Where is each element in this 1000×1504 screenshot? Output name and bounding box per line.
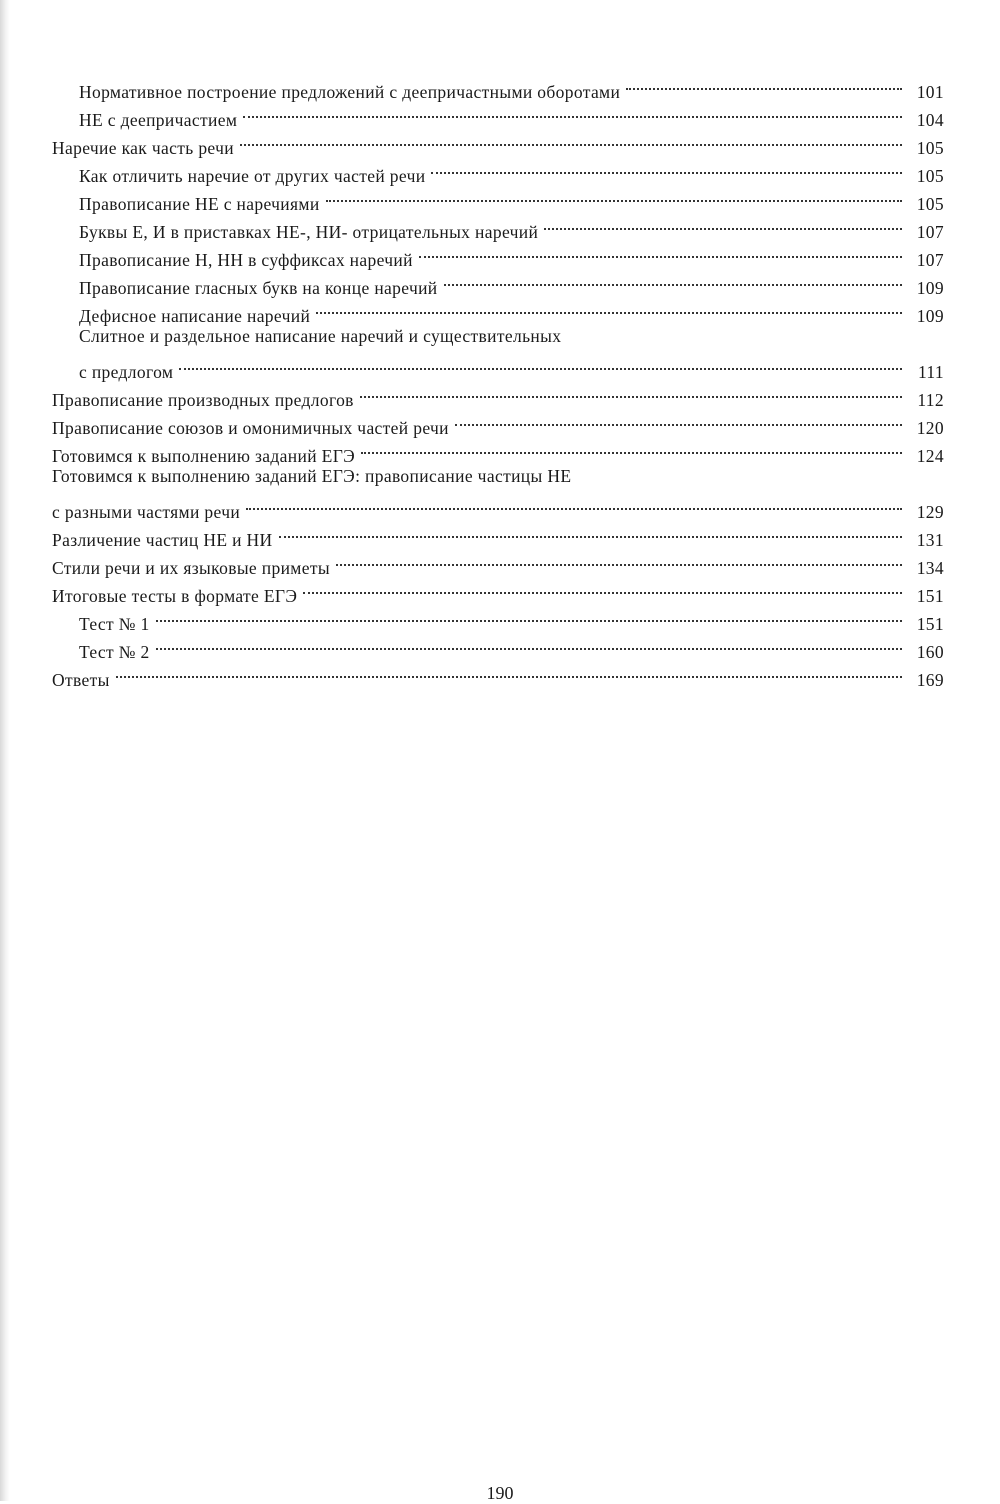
dot-leader bbox=[419, 238, 902, 266]
dot-leader bbox=[360, 378, 902, 406]
toc-entry-title: Правописание производных предлогов bbox=[52, 390, 354, 410]
toc-entry-continuation[interactable] bbox=[52, 350, 944, 382]
toc-entry-title: Правописание Н, НН в суффиксах наречий bbox=[79, 250, 413, 270]
toc-entry-title: НЕ с деепричастием bbox=[79, 110, 238, 130]
toc-entry-page: 169 bbox=[916, 670, 944, 690]
dot-leader bbox=[316, 294, 902, 322]
dot-leader bbox=[626, 70, 902, 98]
toc-entry-page: 124 bbox=[916, 446, 944, 466]
toc-entry[interactable] bbox=[52, 630, 944, 662]
toc-entry[interactable] bbox=[52, 70, 944, 102]
dot-leader bbox=[246, 490, 902, 518]
toc-entry-first-line[interactable] bbox=[52, 462, 944, 490]
toc-entry-title: Как отличить наречие от других частей речи bbox=[79, 166, 426, 186]
toc-entry-page: 105 bbox=[916, 194, 944, 214]
toc-entry-title: Ответы bbox=[52, 670, 110, 690]
toc-entry-title: Слитное и раздельное написание наречий и существительных bbox=[79, 326, 562, 346]
toc-entry-page: 120 bbox=[916, 418, 944, 438]
table-of-contents bbox=[52, 70, 944, 690]
toc-entry-title: Готовимся к выполнению заданий ЕГЭ: правописание частицы НЕ bbox=[52, 466, 572, 486]
toc-entry-page: 109 bbox=[916, 278, 944, 298]
toc-entry-title-continuation: с разными частями речи bbox=[52, 502, 241, 522]
dot-leader bbox=[279, 518, 902, 546]
page-number: 190 bbox=[486, 1483, 514, 1503]
toc-entry-page: 105 bbox=[916, 166, 944, 186]
dot-leader bbox=[544, 210, 902, 238]
toc-entry-page: 107 bbox=[916, 222, 944, 242]
toc-entry-title: Тест № 1 bbox=[79, 614, 150, 634]
toc-entry-title: Итоговые тесты в формате ЕГЭ bbox=[52, 586, 298, 606]
toc-entry-page: 105 bbox=[916, 138, 944, 158]
toc-entry-title: Дефисное написание наречий bbox=[79, 306, 311, 326]
toc-entry-title: Готовимся к выполнению заданий ЕГЭ bbox=[52, 446, 356, 466]
toc-entry-page: 112 bbox=[917, 390, 944, 410]
toc-entry-title: Тест № 2 bbox=[79, 642, 150, 662]
toc-entry-page: 151 bbox=[916, 586, 944, 606]
dot-leader bbox=[243, 98, 902, 126]
toc-entry-title: Различение частиц НЕ и НИ bbox=[52, 530, 273, 550]
dot-leader bbox=[240, 126, 902, 154]
toc-entry-title: Буквы Е, И в приставках НЕ-, НИ- отрицательных наречий bbox=[79, 222, 539, 242]
toc-entry-page: 107 bbox=[916, 250, 944, 270]
toc-entry-title: Нормативное построение предложений с деепричастными оборотами bbox=[79, 82, 621, 102]
scan-edge-shadow bbox=[0, 0, 10, 1501]
toc-entry-page: 134 bbox=[916, 558, 944, 578]
toc-entry-title-continuation: с предлогом bbox=[79, 362, 174, 382]
toc-entry-page: 160 bbox=[916, 642, 944, 662]
toc-entry-page: 111 bbox=[917, 362, 944, 382]
toc-entry-page: 151 bbox=[916, 614, 944, 634]
dot-leader bbox=[303, 574, 902, 602]
toc-entry-page: 129 bbox=[916, 502, 944, 522]
toc-entry-title: Правописание союзов и омонимичных частей речи bbox=[52, 418, 449, 438]
dot-leader bbox=[431, 154, 902, 182]
dot-leader bbox=[336, 546, 902, 574]
toc-entry-page: 109 bbox=[916, 306, 944, 326]
dot-leader bbox=[326, 182, 902, 210]
toc-entry[interactable] bbox=[52, 378, 944, 410]
dot-leader bbox=[179, 350, 902, 378]
toc-entry[interactable] bbox=[52, 658, 944, 690]
toc-entry-page: 131 bbox=[916, 530, 944, 550]
toc-entry-title: Стили речи и их языковые приметы bbox=[52, 558, 330, 578]
toc-entry-first-line[interactable] bbox=[52, 322, 944, 350]
dot-leader bbox=[156, 630, 902, 658]
toc-entry-title: Правописание гласных букв на конце наречий bbox=[79, 278, 438, 298]
toc-entry-page: 101 bbox=[916, 82, 944, 102]
toc-entry-page: 104 bbox=[916, 110, 944, 130]
toc-entry[interactable] bbox=[52, 602, 944, 634]
toc-entry-continuation[interactable] bbox=[52, 490, 944, 522]
toc-entry-title: Правописание НЕ с наречиями bbox=[79, 194, 320, 214]
dot-leader bbox=[455, 406, 902, 434]
dot-leader bbox=[444, 266, 902, 294]
dot-leader bbox=[361, 434, 902, 462]
toc-entry-title: Наречие как часть речи bbox=[52, 138, 234, 158]
dot-leader bbox=[116, 658, 902, 686]
dot-leader bbox=[156, 602, 902, 630]
